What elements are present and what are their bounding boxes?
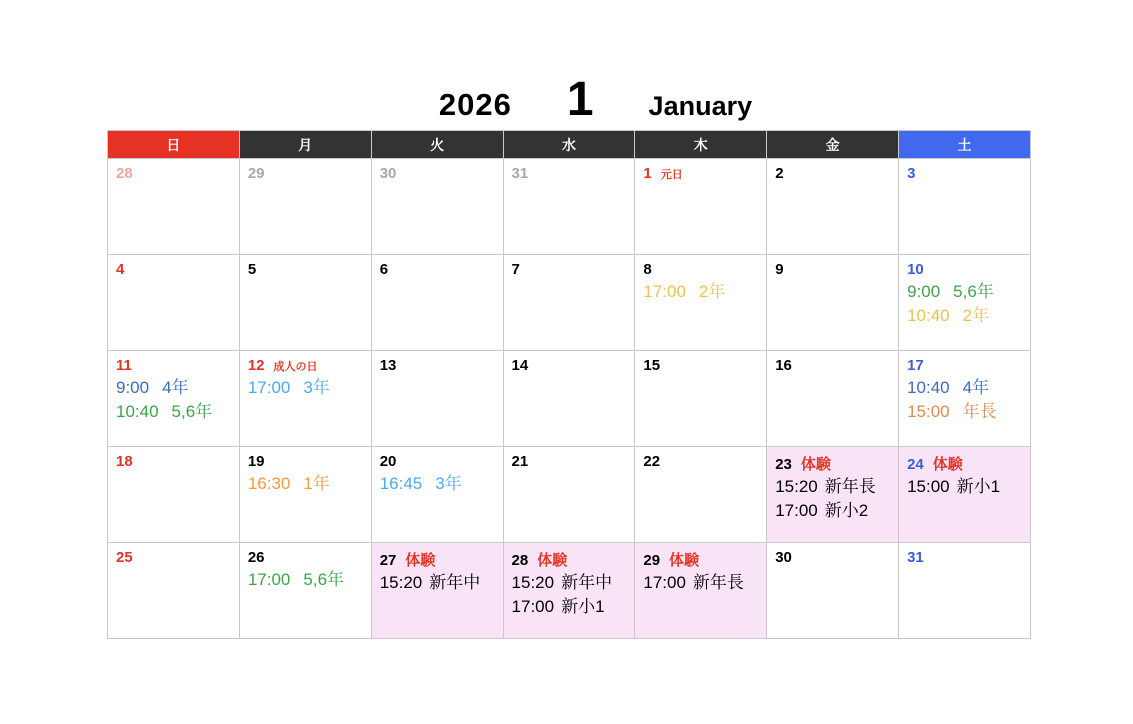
event-label: 新小2 — [824, 501, 869, 520]
day-cell-27 — [371, 543, 503, 639]
date-number: 17 — [907, 357, 924, 374]
event-time: 15:20 — [511, 573, 555, 592]
event-time: 17:00 — [775, 501, 818, 520]
event-time: 17:00 — [247, 378, 291, 397]
event-label: 5,6年 — [303, 570, 345, 589]
date-line — [504, 159, 635, 184]
date-line — [635, 447, 766, 472]
date-number: 27 — [379, 552, 397, 569]
event-label: 4年 — [962, 378, 990, 397]
event-label: 5,6年 — [953, 282, 994, 301]
event-time: 10:40 — [907, 378, 950, 397]
date-number: 12 — [247, 357, 265, 374]
date-number: 1 — [643, 165, 652, 182]
date-line — [767, 159, 898, 184]
day-cell-18 — [108, 447, 240, 543]
date-number: 2 — [775, 165, 784, 182]
week-row-4 — [108, 543, 1031, 639]
day-cell-30 — [371, 159, 503, 255]
date-number: 30 — [775, 549, 792, 566]
event-label: 新小1 — [561, 597, 605, 616]
trial-lesson-badge: 体験 — [537, 552, 568, 569]
event-entry — [240, 472, 371, 496]
weekday-header-0: 日 — [108, 131, 240, 159]
day-cell-10 — [899, 255, 1031, 351]
event-label: 2年 — [962, 306, 990, 325]
day-cell-9 — [767, 255, 899, 351]
day-cell-8 — [635, 255, 767, 351]
day-cell-15 — [635, 351, 767, 447]
date-line — [504, 543, 635, 571]
date-line — [504, 255, 635, 280]
date-number: 14 — [511, 357, 529, 374]
date-line — [767, 447, 898, 475]
date-number: 5 — [247, 261, 257, 278]
date-line — [635, 351, 766, 376]
date-line — [899, 255, 1030, 280]
event-label: 新年長 — [824, 477, 876, 496]
date-line — [240, 543, 371, 568]
date-number: 30 — [379, 165, 397, 182]
date-line — [108, 159, 239, 184]
date-line — [372, 351, 503, 376]
date-number: 10 — [907, 261, 924, 278]
day-cell-14 — [503, 351, 635, 447]
date-line — [635, 255, 766, 280]
event-entry — [108, 376, 239, 400]
day-cell-21 — [503, 447, 635, 543]
event-entry — [767, 475, 898, 499]
day-cell-31 — [503, 159, 635, 255]
date-line — [635, 543, 766, 571]
event-time: 17:00 — [643, 573, 686, 592]
event-entry — [635, 571, 766, 595]
event-label: 3年 — [303, 378, 330, 397]
event-time: 17:00 — [247, 570, 291, 589]
title-month-name: January — [648, 91, 753, 121]
date-number: 28 — [116, 165, 133, 182]
day-cell-24 — [899, 447, 1031, 543]
event-entry — [504, 595, 635, 619]
day-cell-3 — [899, 159, 1031, 255]
weekday-header-2: 火 — [371, 131, 503, 159]
date-line — [899, 447, 1030, 475]
day-cell-17 — [899, 351, 1031, 447]
date-number: 23 — [775, 456, 792, 473]
weekday-header-3: 水 — [503, 131, 635, 159]
date-number: 21 — [511, 453, 529, 470]
calendar-title — [0, 72, 1133, 127]
day-cell-25 — [108, 543, 240, 639]
date-line — [240, 159, 371, 184]
date-number: 16 — [775, 357, 792, 374]
date-line — [108, 255, 239, 280]
event-time: 15:00 — [907, 477, 950, 496]
holiday-label: 元日 — [660, 169, 683, 181]
date-line — [108, 447, 239, 472]
event-entry — [240, 376, 371, 400]
day-cell-30 — [767, 543, 899, 639]
event-label: 4年 — [162, 378, 189, 397]
day-cell-12 — [239, 351, 371, 447]
day-cell-22 — [635, 447, 767, 543]
event-time: 16:45 — [379, 474, 423, 493]
date-line — [240, 447, 371, 472]
date-line — [372, 255, 503, 280]
day-cell-13 — [371, 351, 503, 447]
date-line — [899, 351, 1030, 376]
date-number: 11 — [116, 357, 132, 374]
week-row-0 — [108, 159, 1031, 255]
date-number: 15 — [643, 357, 661, 374]
date-line — [108, 543, 239, 568]
event-entry — [767, 499, 898, 523]
day-cell-19 — [239, 447, 371, 543]
event-time: 17:00 — [511, 597, 555, 616]
day-cell-1 — [635, 159, 767, 255]
weekday-header-5: 金 — [767, 131, 899, 159]
date-number: 19 — [247, 453, 265, 470]
weekday-header-1: 月 — [239, 131, 371, 159]
title-year: 2026 — [438, 87, 512, 122]
event-entry — [899, 475, 1030, 499]
weekday-header-4: 木 — [635, 131, 767, 159]
event-entry — [899, 376, 1030, 400]
day-cell-5 — [239, 255, 371, 351]
event-time: 10:40 — [907, 306, 950, 325]
date-line — [767, 351, 898, 376]
event-label: 新小1 — [956, 477, 1001, 496]
event-time: 15:20 — [379, 573, 423, 592]
date-number: 9 — [775, 261, 784, 278]
day-cell-29 — [635, 543, 767, 639]
trial-lesson-badge: 体験 — [405, 552, 436, 569]
event-time: 16:30 — [247, 474, 291, 493]
date-number: 22 — [643, 453, 661, 470]
day-cell-16 — [767, 351, 899, 447]
day-cell-7 — [503, 255, 635, 351]
date-number: 24 — [907, 456, 924, 473]
date-line — [504, 351, 635, 376]
holiday-label: 成人の日 — [273, 361, 318, 373]
event-entry — [635, 280, 766, 304]
event-label: 新年中 — [429, 573, 481, 592]
event-time: 10:40 — [116, 402, 159, 421]
date-number: 31 — [511, 165, 529, 182]
date-number: 3 — [907, 165, 916, 182]
event-label: 5,6年 — [171, 402, 213, 421]
day-cell-23 — [767, 447, 899, 543]
day-cell-11 — [108, 351, 240, 447]
date-line — [108, 351, 239, 376]
date-line — [504, 447, 635, 472]
week-row-1 — [108, 255, 1031, 351]
event-label: 年長 — [962, 402, 997, 421]
day-cell-29 — [239, 159, 371, 255]
title-month-number: 1 — [566, 73, 594, 126]
date-line — [899, 543, 1030, 568]
week-row-2 — [108, 351, 1031, 447]
date-number: 18 — [116, 453, 133, 470]
date-number: 8 — [643, 261, 652, 278]
event-entry — [240, 568, 371, 592]
date-line — [372, 447, 503, 472]
date-number: 6 — [379, 261, 389, 278]
date-number: 28 — [511, 552, 529, 569]
event-entry — [899, 280, 1030, 304]
date-line — [767, 255, 898, 280]
event-time: 15:00 — [907, 402, 950, 421]
date-number: 29 — [643, 552, 661, 569]
date-line — [240, 255, 371, 280]
event-entry — [372, 472, 503, 496]
week-row-3 — [108, 447, 1031, 543]
date-line — [767, 543, 898, 568]
date-line — [240, 351, 371, 376]
date-number: 13 — [379, 357, 397, 374]
event-label: 新年長 — [692, 573, 744, 592]
trial-lesson-badge: 体験 — [669, 552, 700, 569]
event-time: 17:00 — [643, 282, 686, 301]
event-entry — [899, 400, 1030, 424]
event-time: 15:20 — [775, 477, 818, 496]
date-number: 26 — [247, 549, 265, 566]
weekday-header-row — [108, 131, 1031, 159]
event-entry — [108, 400, 239, 424]
trial-lesson-badge: 体験 — [932, 456, 963, 473]
event-entry — [899, 304, 1030, 328]
date-number: 29 — [247, 165, 265, 182]
calendar-grid — [107, 130, 1031, 639]
day-cell-4 — [108, 255, 240, 351]
event-time: 9:00 — [116, 378, 150, 397]
event-time: 9:00 — [907, 282, 941, 301]
date-line — [372, 543, 503, 571]
date-number: 20 — [379, 453, 397, 470]
weekday-header-6: 土 — [899, 131, 1031, 159]
date-number: 4 — [116, 261, 125, 278]
event-label: 1年 — [303, 474, 330, 493]
event-label: 3年 — [435, 474, 462, 493]
day-cell-28 — [108, 159, 240, 255]
date-line — [372, 159, 503, 184]
day-cell-28 — [503, 543, 635, 639]
date-line — [899, 159, 1030, 184]
trial-lesson-badge: 体験 — [800, 456, 831, 473]
event-entry — [372, 571, 503, 595]
day-cell-26 — [239, 543, 371, 639]
date-number: 31 — [907, 549, 924, 566]
date-line — [635, 159, 766, 184]
event-label: 新年中 — [561, 573, 613, 592]
day-cell-31 — [899, 543, 1031, 639]
date-number: 25 — [116, 549, 133, 566]
event-label: 2年 — [698, 282, 726, 301]
day-cell-2 — [767, 159, 899, 255]
date-number: 7 — [511, 261, 520, 278]
event-entry — [504, 571, 635, 595]
day-cell-6 — [371, 255, 503, 351]
day-cell-20 — [371, 447, 503, 543]
